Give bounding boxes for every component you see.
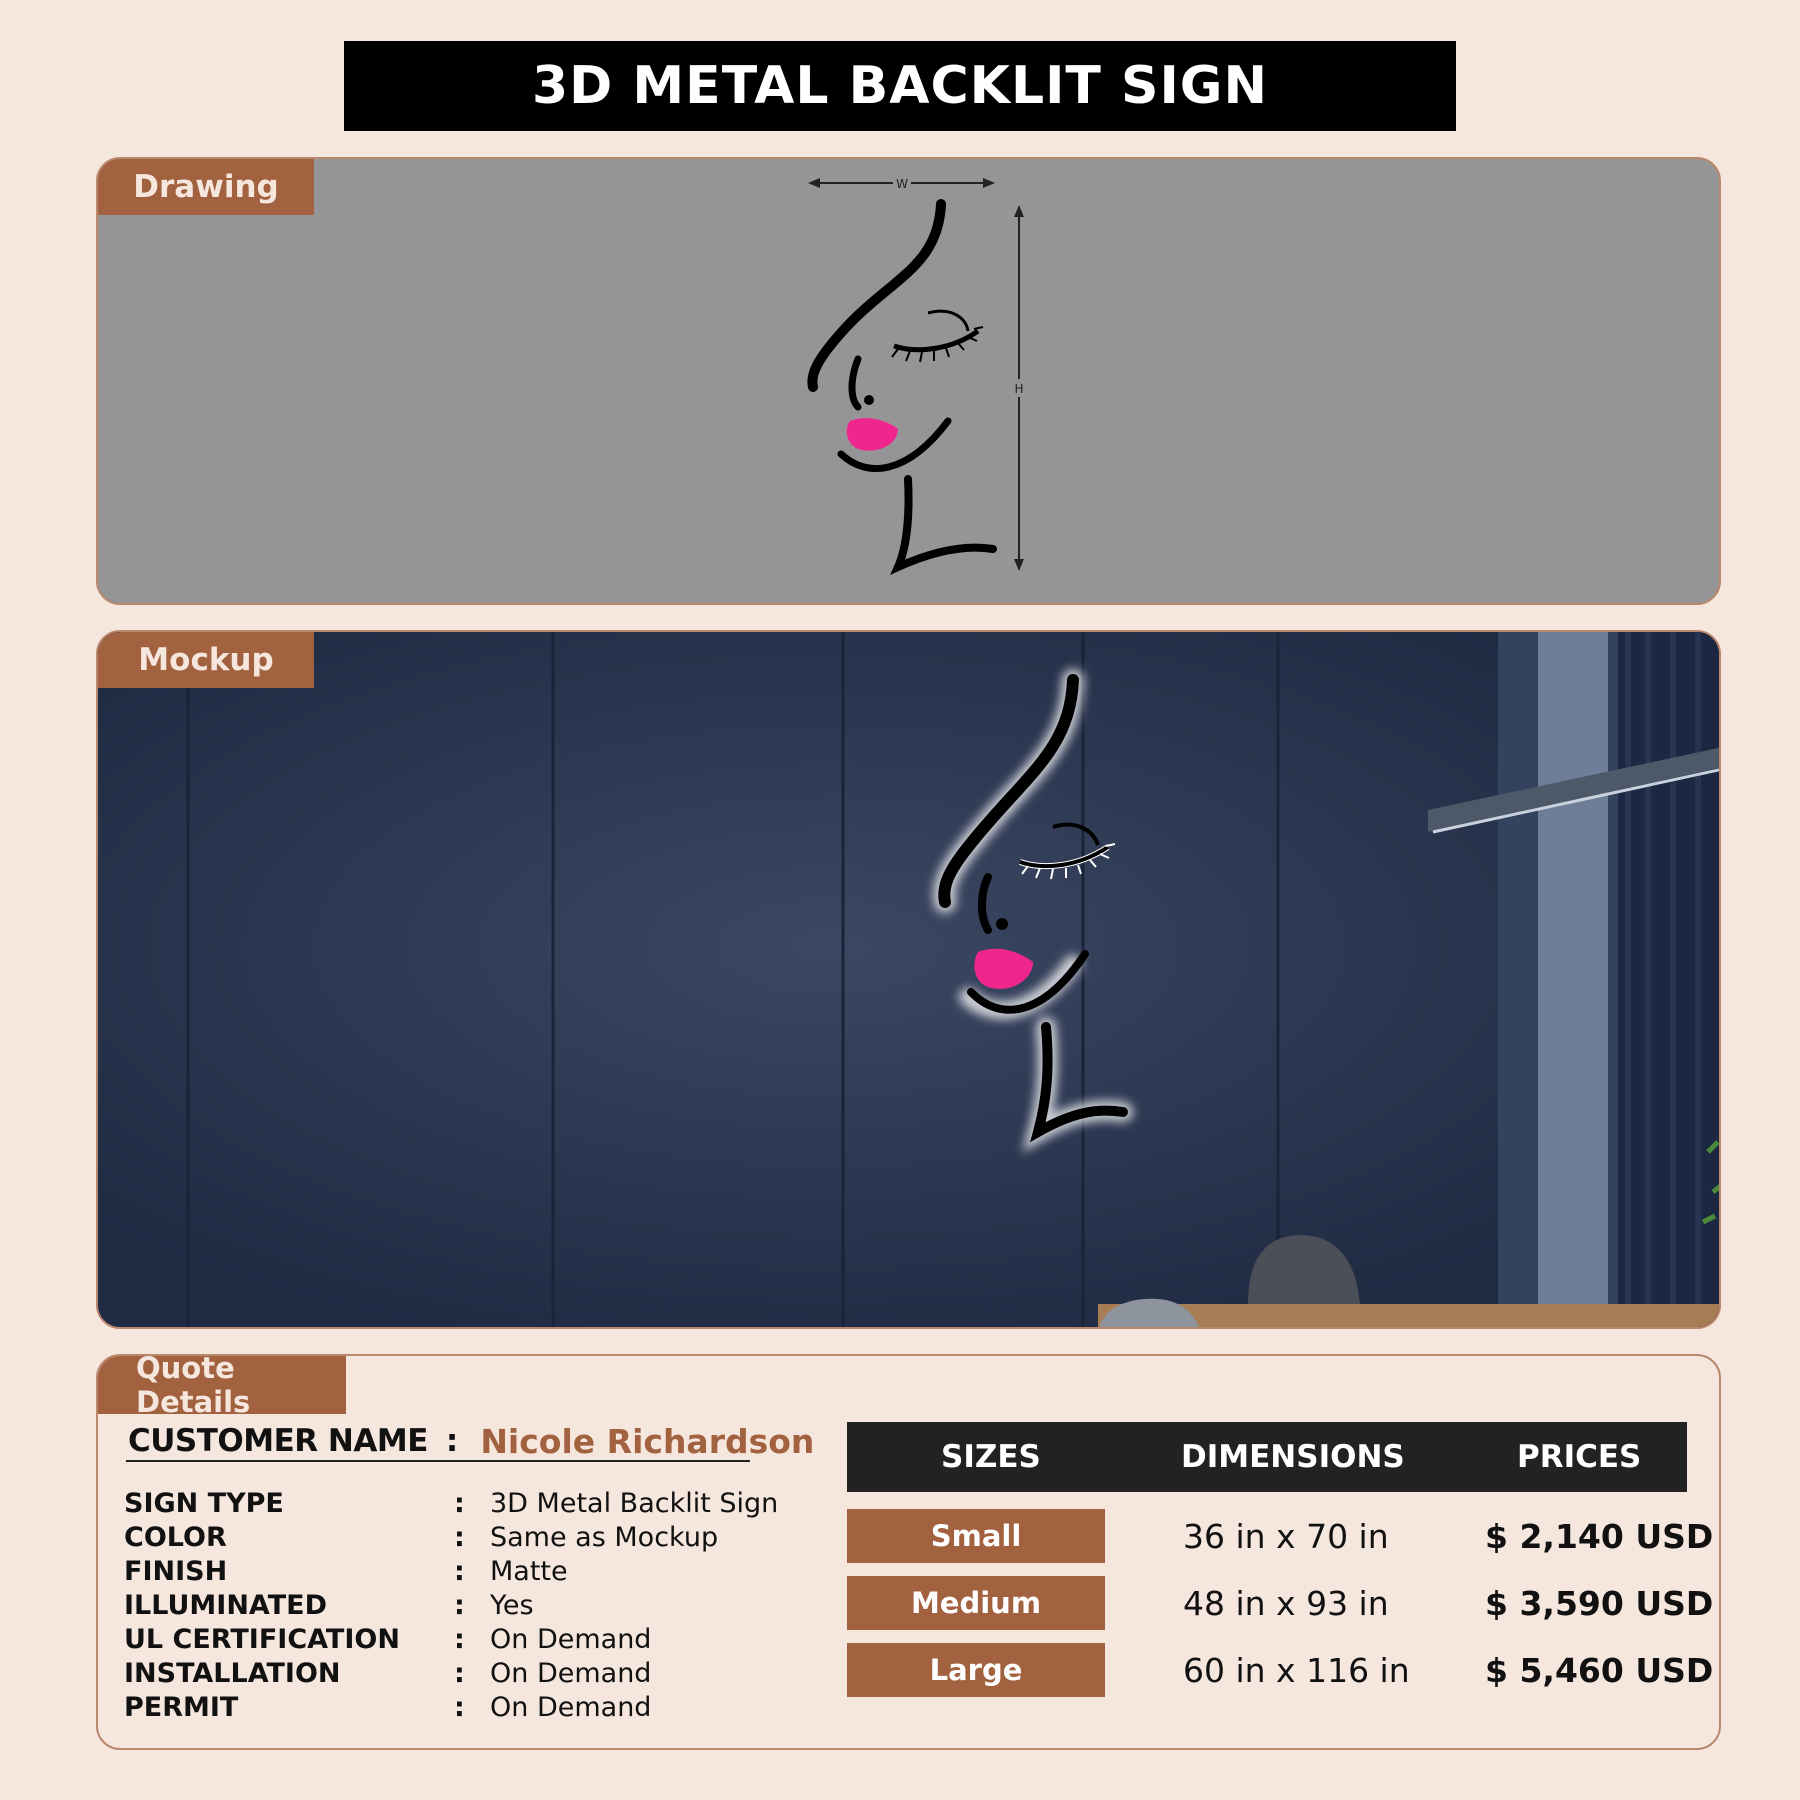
spec-label: COLOR — [124, 1521, 227, 1553]
page-title: 3D METAL BACKLIT SIGN — [344, 41, 1456, 131]
prices-header: PRICES — [1517, 1439, 1642, 1475]
spec-label: SIGN TYPE — [124, 1487, 284, 1519]
size-dimensions: 36 in x 70 in — [1183, 1516, 1389, 1556]
width-marker: W — [896, 177, 908, 191]
spec-value: Matte — [490, 1555, 568, 1587]
spec-row — [124, 1690, 824, 1724]
size-dimensions: 60 in x 116 in — [1183, 1650, 1410, 1690]
spec-value: 3D Metal Backlit Sign — [490, 1487, 779, 1519]
customer-colon: : — [445, 1423, 459, 1459]
dimensions-header: DIMENSIONS — [1181, 1439, 1405, 1475]
spec-label: ILLUMINATED — [124, 1589, 328, 1621]
mockup-scene — [98, 632, 1721, 1329]
customer-underline — [126, 1460, 750, 1462]
spec-value: On Demand — [490, 1691, 652, 1723]
spec-value: On Demand — [490, 1657, 652, 1689]
spec-label: PERMIT — [124, 1691, 239, 1723]
spec-colon: : — [454, 1623, 465, 1655]
size-row-medium — [847, 1576, 1721, 1632]
spec-list — [124, 1486, 824, 1724]
quote-details-panel — [96, 1354, 1721, 1750]
spec-colon: : — [454, 1691, 465, 1723]
spec-colon: : — [454, 1555, 465, 1587]
mockup-panel — [96, 630, 1721, 1329]
spec-value: On Demand — [490, 1623, 652, 1655]
height-marker: H — [1014, 382, 1024, 396]
spec-label: FINISH — [124, 1555, 228, 1587]
spec-colon: : — [454, 1589, 465, 1621]
size-price: $ 2,140 USD — [1485, 1516, 1714, 1556]
spec-row — [124, 1486, 824, 1520]
face-line-drawing — [98, 159, 1721, 605]
size-dimensions: 48 in x 93 in — [1183, 1583, 1389, 1623]
spec-colon: : — [454, 1521, 465, 1553]
size-row-large — [847, 1643, 1721, 1699]
customer-label: CUSTOMER NAME — [128, 1423, 428, 1459]
customer-name: Nicole Richardson — [480, 1421, 815, 1461]
spec-value: Yes — [490, 1589, 534, 1621]
spec-label: INSTALLATION — [124, 1657, 341, 1689]
spec-label: UL CERTIFICATION — [124, 1623, 400, 1655]
spec-row — [124, 1622, 824, 1656]
price-table-header — [847, 1422, 1687, 1492]
size-price: $ 3,590 USD — [1485, 1583, 1714, 1623]
sizes-header: SIZES — [941, 1439, 1041, 1475]
spec-value: Same as Mockup — [490, 1521, 719, 1553]
size-row-small — [847, 1509, 1721, 1565]
drawing-panel — [96, 157, 1721, 605]
drawing-tab: Drawing — [98, 159, 314, 215]
spec-colon: : — [454, 1487, 465, 1519]
mockup-tab: Mockup — [98, 632, 314, 688]
size-chip: Small — [847, 1509, 1105, 1563]
spec-colon: : — [454, 1657, 465, 1689]
size-chip: Large — [847, 1643, 1105, 1697]
spec-row — [124, 1656, 824, 1690]
spec-row — [124, 1554, 824, 1588]
size-chip: Medium — [847, 1576, 1105, 1630]
spec-row — [124, 1588, 824, 1622]
customer-row — [128, 1416, 828, 1466]
quote-details-tab: Quote Details — [98, 1356, 346, 1414]
size-price: $ 5,460 USD — [1485, 1650, 1714, 1690]
spec-row — [124, 1520, 824, 1554]
